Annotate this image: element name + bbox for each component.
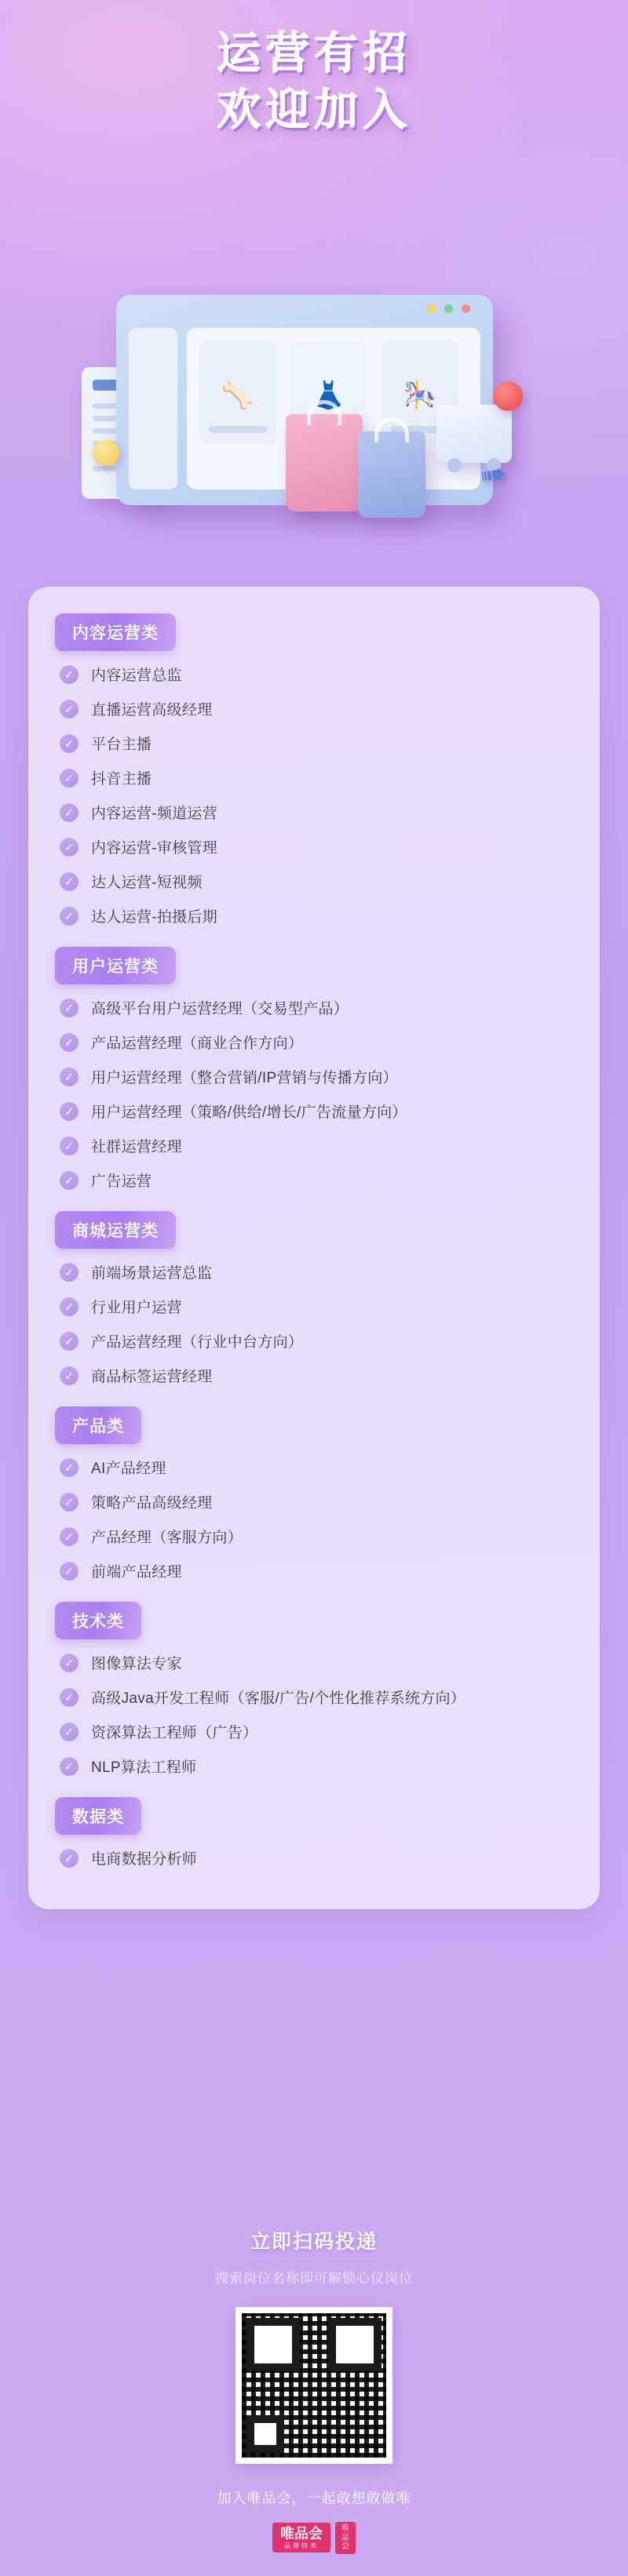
coin-icon	[93, 439, 119, 466]
window-close-dot-icon	[462, 304, 470, 313]
qr-eye-bottom-left	[246, 2415, 284, 2453]
job-group-title: 数据类	[55, 1797, 141, 1835]
check-icon: ✓	[60, 1527, 78, 1546]
check-icon: ✓	[60, 1068, 78, 1086]
check-icon: ✓	[60, 1654, 78, 1672]
check-icon: ✓	[60, 700, 78, 719]
job-group-title: 产品类	[55, 1406, 141, 1444]
list-item[interactable]	[60, 997, 573, 1018]
job-label: 高级平台用户运营经理（交易型产品）	[91, 1001, 349, 1017]
check-icon: ✓	[60, 1458, 78, 1477]
brand-logo-badge-line-1: 唯品	[341, 2524, 349, 2542]
check-icon: ✓	[60, 1757, 78, 1776]
list-item[interactable]	[60, 1365, 573, 1386]
job-group	[55, 1211, 573, 1386]
job-label: 达人运营-拍摄后期	[91, 909, 218, 926]
job-group-items	[60, 1652, 573, 1777]
list-item[interactable]	[60, 1756, 573, 1777]
product-card-caption	[209, 426, 267, 433]
poster-footer	[0, 2226, 628, 2554]
list-item[interactable]	[60, 1560, 573, 1581]
job-label: AI产品经理	[91, 1461, 166, 1477]
check-icon: ✓	[60, 1171, 78, 1190]
job-group	[55, 947, 573, 1191]
list-item[interactable]	[60, 698, 573, 719]
check-icon: ✓	[60, 769, 78, 788]
job-label: 高级Java开发工程师（客服/广告/个性化推荐系统方向）	[91, 1690, 466, 1707]
poster-title-line-1: 运营有招	[217, 28, 411, 78]
job-group-title: 技术类	[55, 1602, 141, 1639]
job-label: 内容运营总监	[91, 668, 182, 684]
job-group	[55, 1406, 573, 1581]
job-group-items	[60, 1457, 573, 1581]
list-item[interactable]	[60, 1330, 573, 1352]
job-group	[55, 1602, 573, 1777]
job-label: 电商数据分析师	[91, 1851, 198, 1868]
check-icon: ✓	[60, 1137, 78, 1155]
brand-logo-badge	[335, 2522, 356, 2554]
list-item[interactable]	[60, 1031, 573, 1053]
footer-join-text: 加入唯品会，一起敢想敢做唯	[217, 2490, 411, 2506]
list-item[interactable]	[60, 1847, 573, 1868]
list-item[interactable]	[60, 1135, 573, 1156]
product-card	[199, 340, 276, 444]
job-label: 直播运营高级经理	[91, 702, 213, 719]
mouse-cursor-icon: ➠	[478, 455, 509, 494]
list-item[interactable]	[60, 733, 573, 754]
job-group-items	[60, 664, 573, 926]
job-group-title: 用户运营类	[55, 947, 176, 984]
job-group-title: 内容运营类	[55, 613, 176, 651]
list-item[interactable]	[60, 1261, 573, 1283]
qr-code[interactable]	[242, 2313, 386, 2458]
check-icon: ✓	[60, 1562, 78, 1581]
bone-toy-icon: 🦴	[221, 380, 255, 410]
cart-wheel	[447, 458, 462, 472]
list-item[interactable]	[60, 802, 573, 823]
check-icon: ✓	[60, 1102, 78, 1121]
list-item[interactable]	[60, 1652, 573, 1673]
job-label: 图像算法专家	[91, 1656, 182, 1672]
job-label: 产品经理（客服方向）	[91, 1530, 243, 1546]
check-icon: ✓	[60, 999, 78, 1017]
list-item[interactable]	[60, 1686, 573, 1708]
job-label: 产品运营经理（行业中台方向）	[91, 1334, 304, 1351]
check-icon: ✓	[60, 1723, 78, 1741]
job-label: 广告运营	[91, 1173, 152, 1190]
list-item[interactable]	[60, 871, 573, 892]
check-icon: ✓	[60, 1332, 78, 1351]
list-item[interactable]	[60, 836, 573, 857]
job-label: 用户运营经理（整合营销/IP营销与传播方向）	[91, 1070, 398, 1086]
list-item[interactable]	[60, 1457, 573, 1478]
job-label: 资深算法工程师（广告）	[91, 1725, 258, 1741]
job-label: 产品运营经理（商业合作方向）	[91, 1035, 304, 1052]
job-label: 社群运营经理	[91, 1139, 182, 1155]
job-label: 用户运营经理（策略/供给/增长/广告流量方向）	[91, 1104, 407, 1121]
job-label: 抖音主播	[91, 771, 152, 788]
check-icon: ✓	[60, 1493, 78, 1512]
list-item[interactable]	[60, 1491, 573, 1512]
job-label: 商品标签运营经理	[91, 1369, 213, 1385]
list-item[interactable]	[60, 1170, 573, 1191]
check-icon: ✓	[60, 1688, 78, 1707]
check-icon: ✓	[60, 1297, 78, 1316]
job-list-card	[28, 587, 600, 1909]
poster-title-line-2: 欢迎加入	[217, 85, 411, 135]
job-label: 平台主播	[91, 737, 152, 753]
window-sidebar	[129, 328, 177, 489]
shopping-cart-icon	[436, 405, 512, 463]
job-label: 达人运营-短视频	[91, 875, 203, 891]
list-item[interactable]	[60, 905, 573, 926]
list-item[interactable]	[60, 664, 573, 685]
window-maximize-dot-icon	[444, 304, 453, 313]
brand-logo-main-text: 唯品会	[280, 2526, 323, 2542]
brand-logo-sub-text: 品牌特卖	[284, 2542, 319, 2550]
check-icon: ✓	[60, 1366, 78, 1385]
brand-logo-name	[272, 2523, 330, 2552]
hero-illustration	[0, 204, 628, 596]
job-label: 行业用户运营	[91, 1300, 182, 1316]
list-item[interactable]	[60, 1526, 573, 1547]
job-label: 策略产品高级经理	[91, 1495, 213, 1512]
list-item[interactable]	[60, 1101, 573, 1122]
rocking-horse-icon: 🎠	[403, 380, 437, 410]
check-icon: ✓	[60, 907, 78, 926]
check-icon: ✓	[60, 1033, 78, 1052]
check-icon: ✓	[60, 803, 78, 822]
job-group	[55, 613, 573, 926]
window-title-bar	[116, 295, 493, 322]
qr-code-container[interactable]	[236, 2307, 392, 2464]
list-item[interactable]	[60, 767, 573, 788]
poster-header	[0, 0, 628, 212]
list-item[interactable]	[60, 1721, 573, 1742]
job-group	[55, 1797, 573, 1868]
shopping-bag-blue-icon	[358, 431, 425, 518]
list-item[interactable]	[60, 1296, 573, 1317]
brand-logo	[0, 2522, 628, 2554]
job-group-items	[60, 1847, 573, 1868]
window-minimize-dot-icon	[427, 304, 436, 313]
check-icon: ✓	[60, 665, 78, 684]
footer-subtitle: 搜索岗位名称即可解锁心仪岗位	[215, 2271, 413, 2286]
check-icon: ✓	[60, 1849, 78, 1868]
job-label: 内容运营-审核管理	[91, 840, 218, 857]
brand-logo-badge-line-2: 会	[341, 2542, 349, 2551]
check-icon: ✓	[60, 872, 78, 891]
job-label: NLP算法工程师	[91, 1759, 197, 1776]
check-icon: ✓	[60, 734, 78, 753]
check-icon: ✓	[60, 1263, 78, 1282]
check-icon: ✓	[60, 838, 78, 857]
job-group-items	[60, 997, 573, 1191]
shopping-bag-pink-icon	[286, 414, 363, 511]
dress-icon: 👗	[312, 380, 346, 410]
job-group-title: 商城运营类	[55, 1211, 176, 1249]
job-label: 前端场景运营总监	[91, 1265, 213, 1282]
job-label: 内容运营-频道运营	[91, 806, 218, 822]
job-group-items	[60, 1261, 573, 1386]
list-item[interactable]	[60, 1066, 573, 1087]
job-label: 前端产品经理	[91, 1564, 182, 1581]
notification-badge-icon	[493, 381, 523, 411]
footer-title: 立即扫码投递	[250, 2231, 378, 2253]
